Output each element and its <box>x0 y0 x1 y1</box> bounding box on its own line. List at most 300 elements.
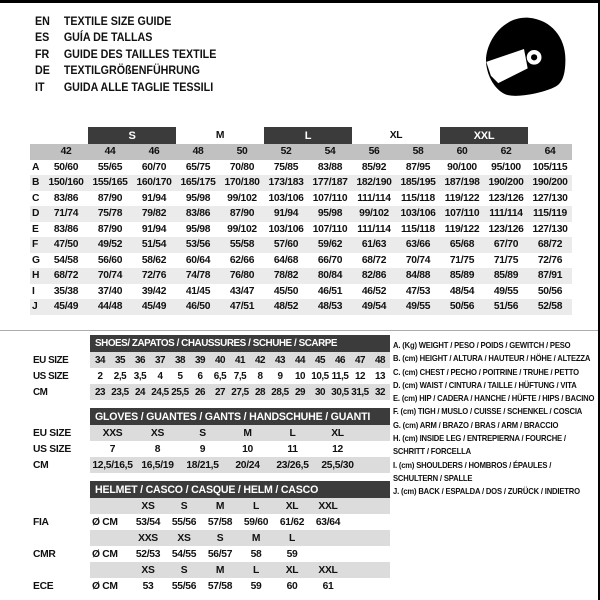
size-value-cell: 103/106 <box>400 208 436 220</box>
value-cell: 32 <box>374 386 386 398</box>
size-group-cell: L <box>264 127 352 144</box>
section-divider <box>0 330 600 331</box>
size-value-cell: 187/198 <box>444 177 480 189</box>
value-cell: 53 <box>142 580 154 592</box>
filler-cell <box>346 498 390 514</box>
value-cell: 25,5 <box>171 386 189 398</box>
section-title-row <box>30 335 390 352</box>
size-value-cell: 107/110 <box>312 192 348 204</box>
size-group-cell: M <box>215 130 225 141</box>
value-cell: 57/58 <box>207 580 233 592</box>
helmet-table <box>30 481 390 594</box>
shoes-table <box>30 335 390 400</box>
value-cell: 24 <box>134 386 146 398</box>
size-value-cell: 127/130 <box>532 223 568 235</box>
size-value-cell: 70/74 <box>97 270 123 282</box>
value-cell: 55/56 <box>171 580 197 592</box>
sub-size-cell: XS <box>141 500 155 512</box>
value-cell: 12 <box>354 370 366 382</box>
language-line <box>35 30 216 46</box>
size-value-cell: 52/58 <box>537 301 563 313</box>
guide-title: GUIDA ALLE TAGLIE TESSILI <box>63 81 214 94</box>
value-cell: 28,5 <box>271 386 289 398</box>
language-header <box>35 14 216 96</box>
value-cell: 39 <box>194 354 206 366</box>
language-code: FR <box>35 48 50 61</box>
sub-size-cell: S <box>180 564 188 576</box>
value-cell: 47 <box>354 354 366 366</box>
size-value-cell: 61/63 <box>361 239 387 251</box>
measurement-row <box>30 206 572 222</box>
value-cell: 55/56 <box>171 516 197 528</box>
size-value-cell: 91/94 <box>273 208 299 220</box>
size-column-header: 42 <box>60 146 72 158</box>
value-cell: 23 <box>94 386 106 398</box>
value-cell: 27 <box>214 386 226 398</box>
size-number-row <box>30 144 572 160</box>
helmet-icon <box>478 11 570 111</box>
size-value-cell: 51/54 <box>141 239 167 251</box>
title-spacer <box>30 335 90 352</box>
size-value-cell: 107/110 <box>312 223 348 235</box>
size-value-cell: 185/195 <box>400 177 436 189</box>
value-cell: 2,5 <box>113 370 127 382</box>
label-spacer <box>30 562 90 578</box>
row-letter: J <box>32 301 38 313</box>
size-value-cell: 115/119 <box>533 208 567 220</box>
size-value-cell: 62/66 <box>229 254 255 266</box>
size-group-cell: XL <box>389 130 403 141</box>
filler-cell <box>360 425 390 441</box>
size-value-cell: 85/92 <box>361 161 387 173</box>
value-cell: 13 <box>374 370 386 382</box>
value-cell: 59/60 <box>243 516 269 528</box>
value-cell: 59 <box>250 580 262 592</box>
size-value-cell: 91/94 <box>141 192 167 204</box>
value-cell: XL <box>331 427 344 439</box>
size-value-cell: 80/84 <box>317 270 343 282</box>
group-spacer <box>30 127 44 144</box>
filler-cell <box>346 546 390 562</box>
value-cell: 42 <box>254 354 266 366</box>
size-value-cell: 45/49 <box>141 301 167 313</box>
section-title-bar: GLOVES / GUANTES / GANTS / HANDSCHUHE / GUANTI <box>90 408 390 425</box>
value-cell: 60 <box>286 580 298 592</box>
helmet-size-header-row <box>30 530 390 546</box>
size-value-cell: 123/126 <box>488 192 524 204</box>
diameter-spacer <box>90 562 130 578</box>
size-value-cell: 47/51 <box>229 301 255 313</box>
row-label: EU SIZE <box>30 425 90 441</box>
title-spacer <box>30 481 90 498</box>
size-value-cell: 64/68 <box>273 254 299 266</box>
size-value-cell: 78/82 <box>273 270 299 282</box>
size-value-cell: 46/51 <box>317 285 343 297</box>
size-value-cell: 99/102 <box>359 208 389 220</box>
value-cell: 16,5/19 <box>141 459 174 471</box>
size-value-cell: 87/91 <box>537 270 563 282</box>
row-letter: G <box>32 254 40 266</box>
value-cell: 27,5 <box>231 386 249 398</box>
size-group-row <box>30 127 572 144</box>
value-cell: 8 <box>257 370 263 382</box>
value-cell: 12,5/16,5 <box>92 459 133 471</box>
value-cell: 54/55 <box>171 548 197 560</box>
legend-item: G. (cm) ARM / BRAZO / BRAS / ARM / BRACCIO <box>393 419 559 430</box>
gloves-table <box>30 408 390 473</box>
section-title-bar: HELMET / CASCO / CASQUE / HELM / CASCO <box>90 481 390 498</box>
measurement-row <box>30 222 572 238</box>
legend-item: F. (cm) TIGH / MUSLO / CUISSE / SCHENKEL / COSCIA <box>393 406 583 417</box>
language-code: ES <box>35 32 50 45</box>
diameter-label: Ø CM <box>92 580 118 592</box>
value-cell: 28 <box>254 386 266 398</box>
size-value-cell: 82/86 <box>361 270 387 282</box>
filler-cell <box>360 441 390 457</box>
size-value-cell: 85/89 <box>493 270 519 282</box>
sub-size-cell: M <box>215 500 225 512</box>
size-value-cell: 68/72 <box>537 239 563 251</box>
size-value-cell: 119/122 <box>444 192 480 204</box>
size-value-cell: 165/175 <box>180 177 216 189</box>
value-cell: 10 <box>294 370 306 382</box>
sub-size-cell <box>310 530 346 546</box>
value-cell: 31,5 <box>351 386 369 398</box>
size-column-header: 46 <box>148 146 160 158</box>
size-value-cell: 123/126 <box>488 223 524 235</box>
label-spacer <box>30 498 90 514</box>
value-cell: 6,5 <box>213 370 227 382</box>
sub-table-row <box>30 384 390 400</box>
section-title-row <box>30 481 390 498</box>
size-value-cell: 50/56 <box>449 301 475 313</box>
size-value-cell: 119/122 <box>444 223 480 235</box>
size-value-cell: 75/85 <box>273 161 299 173</box>
row-letter: H <box>32 270 40 282</box>
filler-cell <box>346 562 390 578</box>
sub-size-cell: XXL <box>318 564 338 576</box>
size-group-cell <box>528 127 572 144</box>
size-column-header: 60 <box>456 146 468 158</box>
size-column-header: 50 <box>236 146 248 158</box>
helmet-value-row <box>30 514 390 530</box>
size-value-cell: 49/54 <box>361 301 387 313</box>
size-value-cell: 71/75 <box>493 254 519 266</box>
size-value-cell: 70/80 <box>229 161 255 173</box>
value-cell: 23,5 <box>111 386 129 398</box>
language-code: EN <box>35 16 50 28</box>
size-value-cell: 83/86 <box>185 208 211 220</box>
value-cell: 9 <box>277 370 283 382</box>
value-cell: XXS <box>102 427 123 439</box>
measurement-row <box>30 253 572 269</box>
size-value-cell: 47/50 <box>53 239 79 251</box>
value-cell: 30 <box>314 386 326 398</box>
sub-size-cell: S <box>216 532 224 544</box>
number-spacer <box>30 144 44 160</box>
legend-item: D. (cm) WAIST / CINTURA / TAILLE / HÜFTUNG / VITA <box>393 379 577 390</box>
guide-title: GUIDE DES TAILLES TEXTILE <box>63 48 217 61</box>
size-value-cell: 90/100 <box>447 161 477 173</box>
value-cell: 11,5 <box>331 370 349 382</box>
value-cell: 18/21,5 <box>186 459 219 471</box>
size-value-cell: 66/70 <box>317 254 343 266</box>
main-size-table <box>30 127 572 315</box>
size-value-cell: 44/48 <box>97 301 123 313</box>
language-line <box>35 14 216 30</box>
size-value-cell: 74/78 <box>185 270 211 282</box>
sub-table-row <box>30 425 390 441</box>
size-value-cell: 37/40 <box>97 285 123 297</box>
language-line <box>35 47 216 63</box>
size-value-cell: 83/88 <box>317 161 343 173</box>
size-value-cell: 85/89 <box>449 270 475 282</box>
legend-item: I. (cm) SHOULDERS / HOMBROS / ÉPAULES / SCHULTERN / SPALLE <box>393 459 552 483</box>
size-value-cell: 60/64 <box>185 254 211 266</box>
row-label: US SIZE <box>30 368 90 384</box>
standard-label: CMR <box>30 546 90 562</box>
filler-cell <box>346 514 390 530</box>
size-value-cell: 56/60 <box>97 254 123 266</box>
label-spacer <box>30 530 90 546</box>
value-cell: 61/62 <box>279 516 305 528</box>
size-value-cell: 46/50 <box>185 301 211 313</box>
value-cell: 40 <box>214 354 226 366</box>
size-value-cell: 103/106 <box>268 192 304 204</box>
size-value-cell: 95/98 <box>185 223 211 235</box>
size-value-cell: 60/70 <box>141 161 167 173</box>
sub-size-cell: XS <box>141 564 155 576</box>
value-cell: 7 <box>109 443 116 455</box>
value-cell: 43 <box>274 354 286 366</box>
value-cell: 3,5 <box>133 370 147 382</box>
filler-cell <box>360 457 390 473</box>
size-value-cell: 111/114 <box>357 223 391 235</box>
value-cell: 6 <box>197 370 203 382</box>
value-cell: 10 <box>242 443 253 455</box>
value-cell: 37 <box>154 354 166 366</box>
size-value-cell: 160/170 <box>136 177 172 189</box>
legend-item: H. (cm) INSIDE LEG / ENTREPIERNA / FOURCHE / SCHRITT / FORCELLA <box>393 433 566 457</box>
size-value-cell: 54/58 <box>53 254 79 266</box>
size-value-cell: 50/56 <box>537 285 563 297</box>
size-value-cell: 68/72 <box>53 270 79 282</box>
size-value-cell: 111/114 <box>489 208 523 220</box>
size-value-cell: 39/42 <box>141 285 167 297</box>
size-column-header: 54 <box>324 146 336 158</box>
measurement-row <box>30 160 572 176</box>
value-cell: 12 <box>332 443 343 455</box>
size-value-cell: 76/80 <box>229 270 255 282</box>
legend-item: C. (cm) CHEST / PECHO / POITRINE / TRUHE / PETTO <box>393 366 579 377</box>
row-letter: C <box>32 192 40 204</box>
value-cell: 59 <box>286 548 298 560</box>
legend-item: A. (Kg) WEIGHT / PESO / POIDS / GEWITCH / PESO <box>393 340 571 350</box>
language-line <box>35 80 216 96</box>
language-code: DE <box>35 65 50 78</box>
size-value-cell: 48/52 <box>273 301 299 313</box>
size-value-cell: 50/60 <box>53 161 79 173</box>
sub-table-row <box>30 368 390 384</box>
size-value-cell: 99/102 <box>227 192 257 204</box>
guide-title: TEXTILGRÖßENFÜHRUNG <box>63 65 200 78</box>
value-cell: 9 <box>199 443 206 455</box>
value-cell: 36 <box>134 354 146 366</box>
value-cell: 7,5 <box>233 370 247 382</box>
value-cell: 58 <box>250 548 262 560</box>
legend-item: E. (cm) HIP / CADERA / HANCHE / HÜFTE / HIPS / BACINO <box>393 393 595 404</box>
size-value-cell: 43/47 <box>229 285 255 297</box>
sub-size-cell: XXL <box>318 500 338 512</box>
size-value-cell: 55/58 <box>229 239 255 251</box>
value-cell: 20/24 <box>235 459 260 471</box>
measurement-row <box>30 268 572 284</box>
value-cell: 5 <box>177 370 183 382</box>
size-value-cell: 87/90 <box>97 223 123 235</box>
size-value-cell: 72/76 <box>537 254 563 266</box>
value-cell: 11 <box>287 443 298 455</box>
size-value-cell: 150/160 <box>48 177 84 189</box>
value-cell: 10,5 <box>311 370 329 382</box>
standard-label: FIA <box>30 514 90 530</box>
sub-size-cell: L <box>289 532 295 544</box>
measurement-row <box>30 299 572 315</box>
value-cell: 35 <box>114 354 126 366</box>
value-cell: 29 <box>294 386 306 398</box>
size-value-cell: 71/74 <box>53 208 79 220</box>
diameter-spacer <box>90 498 130 514</box>
size-value-cell: 84/88 <box>405 270 431 282</box>
helmet-value-row <box>30 546 390 562</box>
size-value-cell: 41/45 <box>185 285 211 297</box>
size-value-cell: 99/102 <box>227 223 257 235</box>
value-cell: 34 <box>94 354 106 366</box>
row-letter: I <box>32 285 35 297</box>
measurement-row <box>30 237 572 253</box>
size-value-cell: 107/110 <box>444 208 480 220</box>
row-label: EU SIZE <box>30 352 90 368</box>
size-column-header: 48 <box>192 146 204 158</box>
measurement-row <box>30 175 572 191</box>
language-code: IT <box>35 81 45 94</box>
row-label: CM <box>30 384 90 400</box>
sub-table-row <box>30 352 390 368</box>
value-cell: 52/53 <box>135 548 161 560</box>
value-cell: 48 <box>374 354 386 366</box>
size-value-cell: 53/56 <box>185 239 211 251</box>
size-value-cell: 57/60 <box>273 239 299 251</box>
size-value-cell: 115/118 <box>401 192 435 204</box>
size-value-cell: 47/53 <box>405 285 431 297</box>
guide-title: TEXTILE SIZE GUIDE <box>63 16 172 28</box>
measurement-row <box>30 191 572 207</box>
size-value-cell: 105/115 <box>532 161 568 173</box>
sub-size-cell: XXS <box>138 532 158 544</box>
row-letter: F <box>32 239 38 251</box>
size-column-header: 56 <box>368 146 380 158</box>
size-value-cell: 67/70 <box>493 239 519 251</box>
diameter-label: Ø CM <box>92 516 118 528</box>
size-value-cell: 51/56 <box>493 301 519 313</box>
size-value-cell: 95/100 <box>491 161 521 173</box>
sub-table-row <box>30 441 390 457</box>
row-letter: A <box>32 161 40 173</box>
size-value-cell: 177/187 <box>312 177 348 189</box>
size-value-cell: 48/54 <box>449 285 475 297</box>
size-value-cell: 190/200 <box>488 177 524 189</box>
row-label: CM <box>30 457 90 473</box>
size-value-cell: 65/68 <box>449 239 475 251</box>
value-cell: 4 <box>157 370 163 382</box>
value-cell: 53/54 <box>135 516 161 528</box>
size-value-cell: 59/62 <box>317 239 343 251</box>
size-value-cell: 87/90 <box>97 192 123 204</box>
helmet-value-row <box>30 578 390 594</box>
size-value-cell: 83/86 <box>53 223 79 235</box>
size-value-cell: 49/52 <box>97 239 123 251</box>
size-group-cell: S <box>88 127 176 144</box>
size-group-cell <box>44 127 88 144</box>
value-cell: 24,5 <box>151 386 169 398</box>
size-value-cell: 45/49 <box>53 301 79 313</box>
value-cell: 56/57 <box>207 548 233 560</box>
measurement-row <box>30 284 572 300</box>
size-value-cell: 65/75 <box>185 161 211 173</box>
sub-size-cell: M <box>215 564 225 576</box>
sub-size-cell: XL <box>285 500 299 512</box>
value-cell: XS <box>150 427 165 439</box>
sub-size-cell: L <box>253 564 259 576</box>
value-cell: 38 <box>174 354 186 366</box>
size-column-header: 64 <box>544 146 556 158</box>
size-value-cell: 45/50 <box>273 285 299 297</box>
value-cell: 46 <box>334 354 346 366</box>
size-value-cell: 127/130 <box>532 192 568 204</box>
value-cell: L <box>289 427 296 439</box>
standard-label: ECE <box>30 578 90 594</box>
value-cell: S <box>199 427 206 439</box>
row-letter: D <box>32 208 40 220</box>
size-value-cell: 190/200 <box>532 177 568 189</box>
helmet-size-header-row <box>30 498 390 514</box>
value-cell: 25,5/30 <box>321 459 354 471</box>
size-value-cell: 48/53 <box>317 301 343 313</box>
helmet-size-header-row <box>30 562 390 578</box>
size-value-cell: 68/72 <box>361 254 387 266</box>
size-value-cell: 155/165 <box>92 177 128 189</box>
guide-title: GUÍA DE TALLAS <box>63 32 153 45</box>
size-value-cell: 63/66 <box>405 239 431 251</box>
size-value-cell: 95/98 <box>317 208 343 220</box>
sub-size-cell: M <box>251 532 261 544</box>
language-line <box>35 63 216 79</box>
sub-size-cell: L <box>253 500 259 512</box>
size-value-cell: 115/118 <box>401 223 435 235</box>
diameter-spacer <box>90 530 130 546</box>
value-cell <box>310 546 346 562</box>
size-group-cell: XXL <box>440 127 528 144</box>
row-letter: B <box>32 177 40 189</box>
row-letter: E <box>32 223 39 235</box>
size-value-cell: 71/75 <box>449 254 475 266</box>
sub-size-cell: S <box>180 500 188 512</box>
section-title-row <box>30 408 390 425</box>
filler-cell <box>346 578 390 594</box>
size-value-cell: 182/190 <box>356 177 392 189</box>
value-cell: 44 <box>294 354 306 366</box>
sub-table-row <box>30 457 390 473</box>
size-value-cell: 72/76 <box>141 270 167 282</box>
